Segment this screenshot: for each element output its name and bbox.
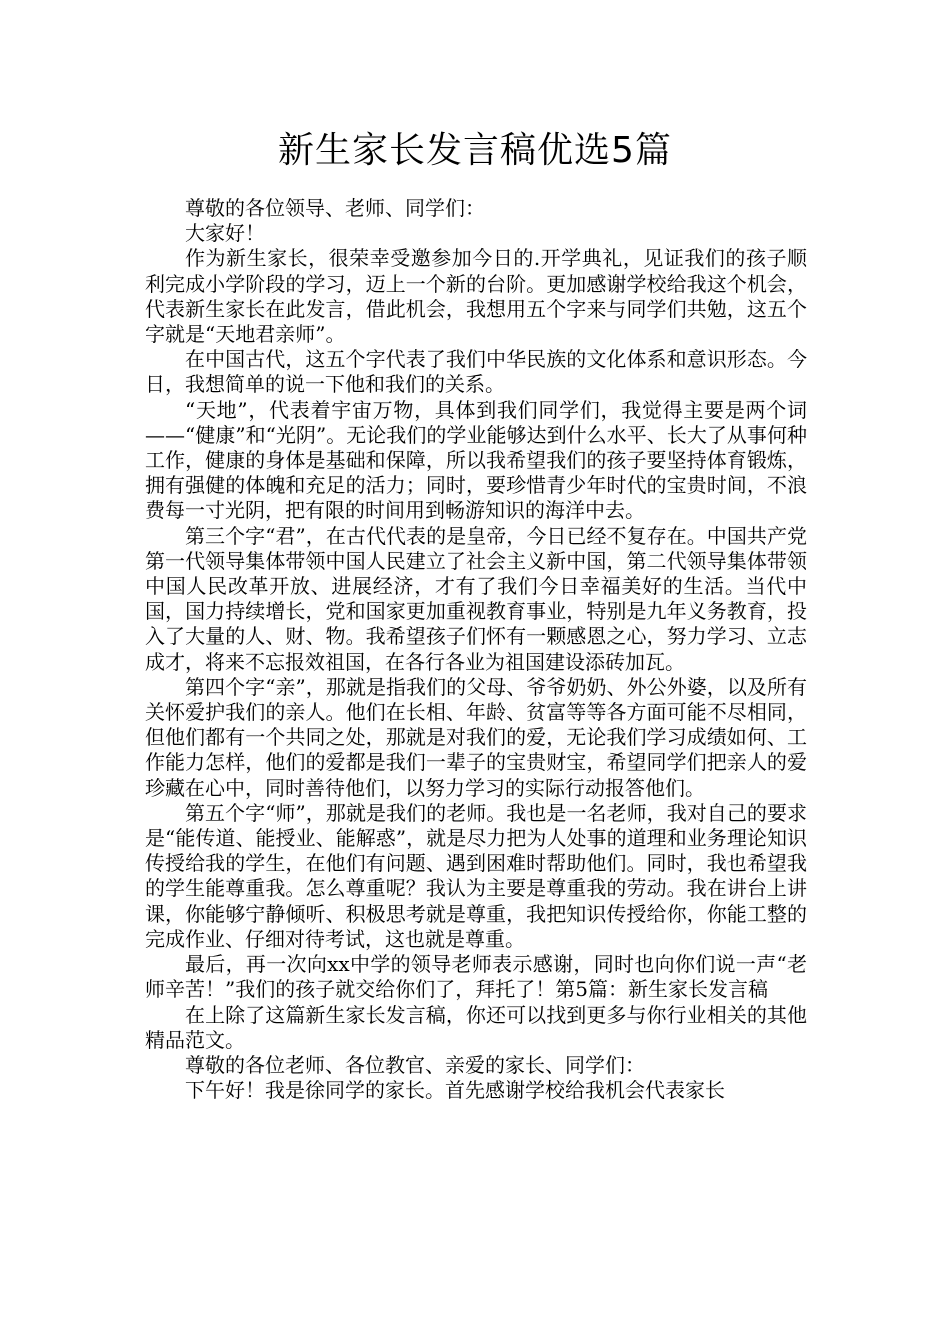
paragraph-greeting-2: 下午好！我是徐同学的家长。首先感谢学校给我机会代表家长 <box>185 1078 725 1103</box>
document-title: 新生家长发言稿优选5篇 <box>278 130 672 171</box>
paragraph-shi: 第五个字“师”，那就是我们的老师。我也是一名老师，我对自己的要求是“能传道、能授业、能解惑”，就是尽力把为人处事的道理和业务理论知识传授给我的学生，在他们有问题、遇到困难时帮助他们。同时，我也希望我的学生能尊重我。怎么尊重呢？我认为主要是尊重我的劳动。我在讲台上讲课，你能够宁静倾听、积极思考就是尊重，我把知识传授给你，你能工整的完成作业、仔细对待考试，这也就是尊重。 <box>145 800 807 951</box>
paragraph-greeting: 大家好！ <box>185 221 265 246</box>
paragraph-note: 在上除了这篇新生家长发言稿，你还可以找到更多与你行业相关的其他精品范文。 <box>145 1002 807 1052</box>
paragraph-intro: 作为新生家长，很荣幸受邀参加今日的.开学典礼，见证我们的孩子顺利完成小学阶段的学习，迈上一个新的台阶。更加感谢学校给我这个机会，代表新生家长在此发言，借此机会，我想用五个字来与同学们共勉，这五个字就是“天地君亲师”。 <box>145 246 807 347</box>
document-body <box>145 196 807 1103</box>
paragraph-tiandi: “天地”，代表着宇宙万物，具体到我们同学们，我觉得主要是两个词——“健康”和“光阴”。无论我们的学业能够达到什么水平、长大了从事何种工作，健康的身体是基础和保障，所以我希望我们的孩子要坚持体育锻炼，拥有强健的体魄和充足的活力；同时，要珍惜青少年时代的宝贵时间，不浪费每一寸光阴，把有限的时间用到畅游知识的海洋中去。 <box>145 397 807 523</box>
paragraph-jun: 第三个字“君”，在古代代表的是皇帝，今日已经不复存在。中国共产党第一代领导集体带领中国人民建立了社会主义新中国，第二代领导集体带领中国人民改革开放、进展经济，才有了我们今日幸福美好的生活。当代中国，国力持续增长，党和国家更加重视教育事业，特别是九年义务教育，投入了大量的人、财、物。我希望孩子们怀有一颗感恩之心，努力学习、立志成才，将来不忘报效祖国，在各行各业为祖国建设添砖加瓦。 <box>145 523 807 674</box>
paragraph-closing: 最后，再一次向xx中学的领导老师表示感谢，同时也向你们说一声“老师辛苦！”我们的孩子就交给你们了，拜托了！第5篇：新生家长发言稿 <box>145 952 807 1002</box>
paragraph-salutation-2: 尊敬的各位老师、各位教官、亲爱的家长、同学们： <box>185 1052 645 1077</box>
paragraph-ancient: 在中国古代，这五个字代表了我们中华民族的文化体系和意识形态。今日，我想简单的说一下他和我们的关系。 <box>145 347 807 397</box>
paragraph-qin: 第四个字“亲”，那就是指我们的父母、爷爷奶奶、外公外婆，以及所有关怀爱护我们的亲人。他们在长相、年龄、贫富等等各方面可能不尽相同，但他们都有一个共同之处，那就是对我们的爱，无论我们学习成绩如何、工作能力怎样，他们的爱都是我们一辈子的宝贵财宝，希望同学们把亲人的爱珍藏在心中，同时善待他们，以努力学习的实际行动报答他们。 <box>145 674 807 800</box>
paragraph-salutation: 尊敬的各位领导、老师、同学们： <box>185 196 485 220</box>
